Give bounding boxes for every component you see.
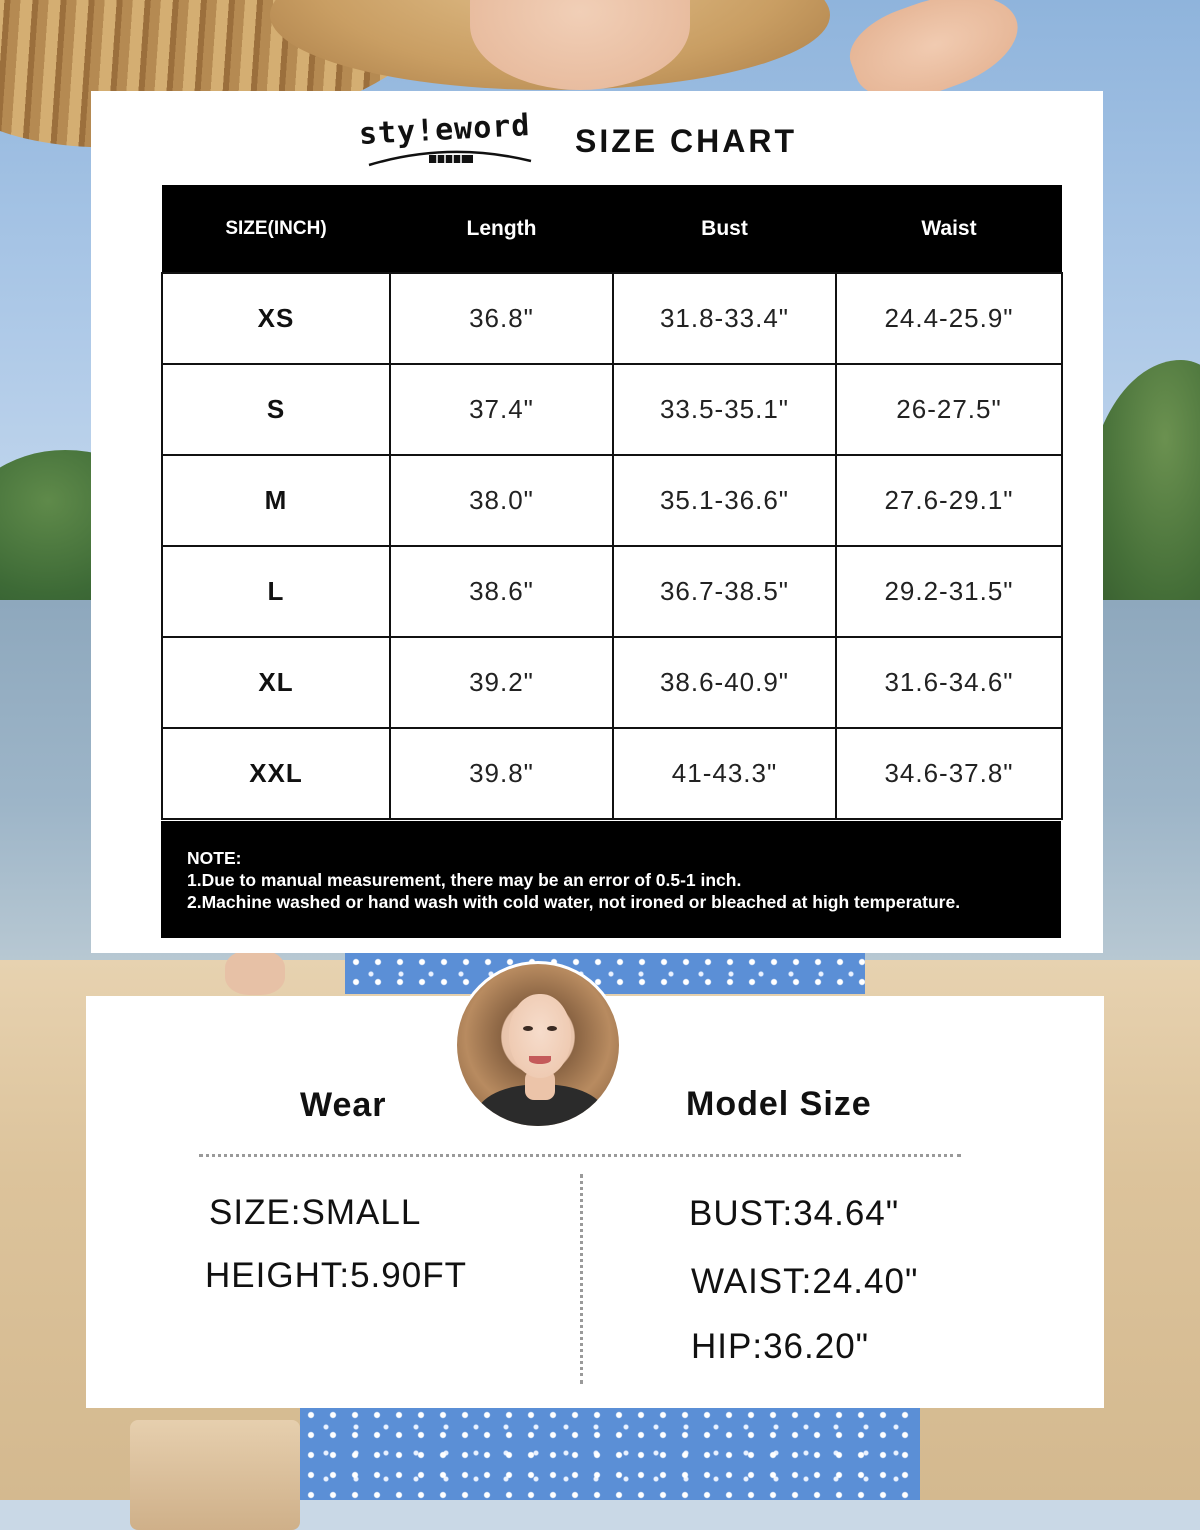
- size-cell: L: [162, 546, 390, 637]
- avatar-eye: [523, 1026, 533, 1031]
- avatar-face: [509, 994, 571, 1078]
- header-waist: Waist: [836, 185, 1062, 273]
- table-header-row: [162, 185, 1062, 273]
- header-length: Length: [390, 185, 613, 273]
- note-line: 1.Due to manual measurement, there may be an error of 0.5-1 inch.: [187, 870, 742, 890]
- waist-cell: 24.4-25.9": [836, 273, 1062, 364]
- model-avatar: [454, 961, 622, 1129]
- bust-cell: 41-43.3": [613, 728, 836, 819]
- waist-cell: 34.6-37.8": [836, 728, 1062, 819]
- floral-dress-top: [345, 952, 865, 994]
- header-bust: Bust: [613, 185, 836, 273]
- size-cell: XL: [162, 637, 390, 728]
- model-height: HEIGHT:5.90FT: [205, 1256, 467, 1295]
- avatar-mouth: [529, 1056, 551, 1064]
- table-row: [162, 637, 1062, 728]
- model-size-heading: Model Size: [686, 1085, 872, 1123]
- note-line: 2.Machine washed or hand wash with cold water, not ironed or bleached at high temperature.: [187, 892, 961, 912]
- size-cell: S: [162, 364, 390, 455]
- waist-cell: 27.6-29.1": [836, 455, 1062, 546]
- bust-cell: 35.1-36.6": [613, 455, 836, 546]
- logo-swoosh-icon: [359, 147, 539, 169]
- waist-cell: 29.2-31.5": [836, 546, 1062, 637]
- size-cell: M: [162, 455, 390, 546]
- table-row: [162, 546, 1062, 637]
- floral-dress-bottom: [300, 1405, 920, 1500]
- avatar-eye: [547, 1026, 557, 1031]
- length-cell: 38.0": [390, 455, 613, 546]
- waist-cell: 31.6-34.6": [836, 637, 1062, 728]
- brand-logo-text: sty!eword: [358, 108, 532, 152]
- bust-cell: 33.5-35.1": [613, 364, 836, 455]
- model-arm: [225, 950, 285, 995]
- table-row: [162, 728, 1062, 819]
- length-cell: 39.8": [390, 728, 613, 819]
- horizontal-divider: [199, 1154, 961, 1157]
- size-cell: XS: [162, 273, 390, 364]
- model-hip: HIP:36.20": [691, 1327, 870, 1366]
- size-table: [161, 185, 1063, 820]
- waist-cell: 26-27.5": [836, 364, 1062, 455]
- bust-cell: 38.6-40.9": [613, 637, 836, 728]
- care-note: [161, 821, 1061, 938]
- table-row: [162, 273, 1062, 364]
- chart-title: SIZE CHART: [575, 123, 797, 159]
- table-row: [162, 455, 1062, 546]
- straw-bag: [130, 1420, 300, 1530]
- model-bust: BUST:34.64": [689, 1194, 900, 1233]
- length-cell: 36.8": [390, 273, 613, 364]
- bust-cell: 36.7-38.5": [613, 546, 836, 637]
- wear-size: SIZE:SMALL: [209, 1193, 422, 1232]
- note-heading: NOTE:: [187, 848, 242, 868]
- vertical-divider: [580, 1174, 583, 1384]
- model-size-card: [86, 996, 1104, 1408]
- size-cell: XXL: [162, 728, 390, 819]
- header-size: SIZE(INCH): [162, 185, 390, 273]
- model-waist: WAIST:24.40": [691, 1262, 919, 1301]
- table-row: [162, 364, 1062, 455]
- bust-cell: 31.8-33.4": [613, 273, 836, 364]
- wear-heading: Wear: [300, 1086, 387, 1124]
- length-cell: 37.4": [390, 364, 613, 455]
- brand-logo: [358, 108, 549, 175]
- length-cell: 38.6": [390, 546, 613, 637]
- length-cell: 39.2": [390, 637, 613, 728]
- size-chart-card: [91, 91, 1103, 953]
